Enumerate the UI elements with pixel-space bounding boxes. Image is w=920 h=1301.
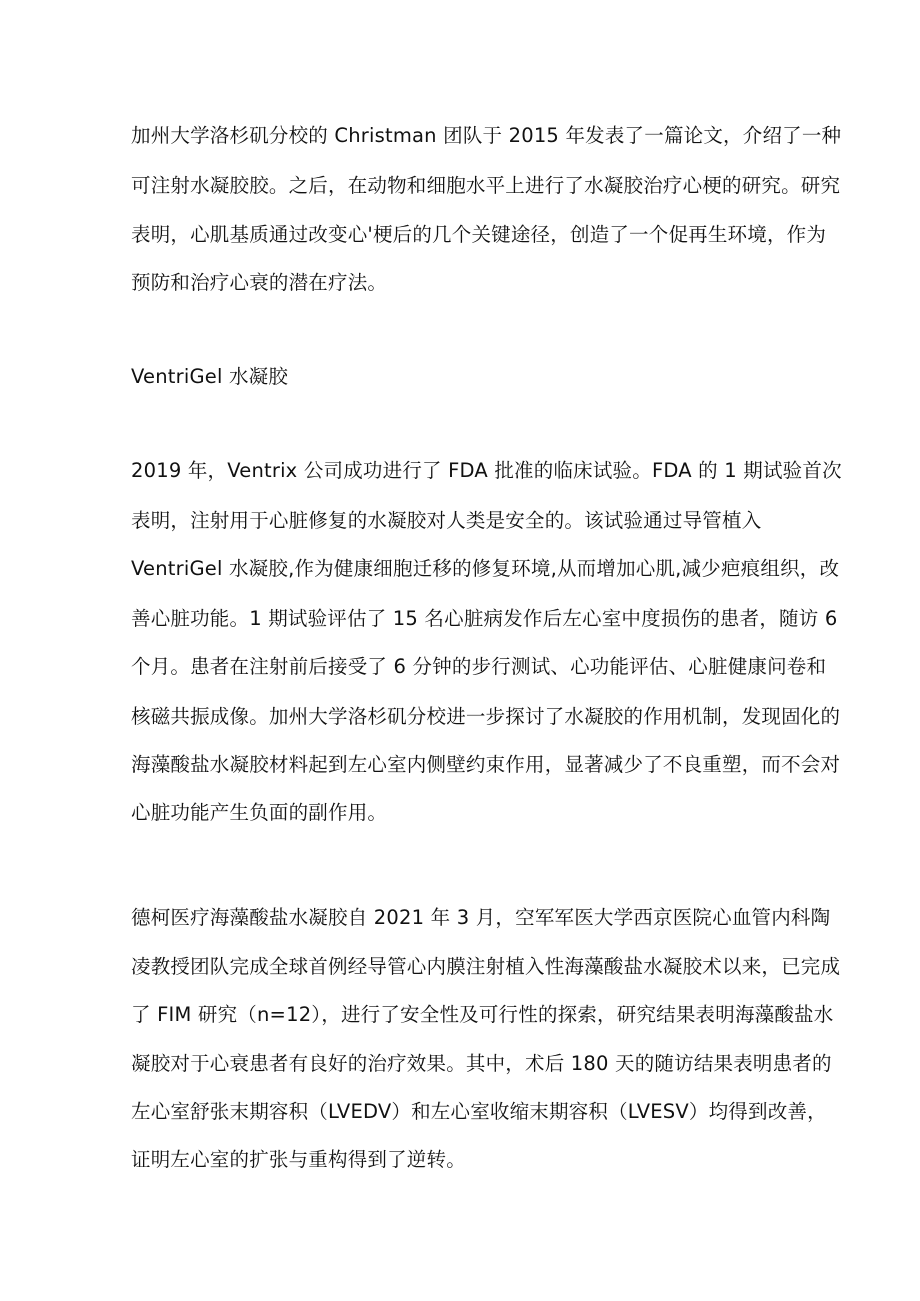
paragraph-3-line-4: 凝胶对于心衰患者有良好的治疗效果。其中，术后 180 天的随访结果表明患者的 — [131, 1052, 832, 1075]
paragraph-2-line-5: 个月。患者在注射前后接受了 6 分钟的步行测试、心功能评估、心脏健康问卷和 — [131, 655, 827, 678]
paragraph-3-line-3: 了 FIM 研究（n=12），进行了安全性及可行性的探索，研究结果表明海藻酸盐水 — [131, 1003, 834, 1026]
paragraph-1-line-1: 加州大学洛杉矶分校的 Christman 团队于 2015 年发表了一篇论文，介绍了一种 — [131, 124, 842, 147]
paragraph-1-line-3: 表明，心肌基质通过改变心'梗后的几个关键途径，创造了一个促再生环境，作为 — [131, 223, 827, 246]
paragraph-2-line-3: VentriGel 水凝胶,作为健康细胞迁移的修复环境,从而增加心肌,减少疤痕组织，改 — [131, 557, 840, 580]
paragraph-3-line-1: 德柯医疗海藻酸盐水凝胶自 2021 年 3 月，空军军医大学西京医院心血管内科陶 — [131, 906, 831, 929]
paragraph-3-line-6: 证明左心室的扩张与重构得到了逆转。 — [131, 1148, 466, 1171]
paragraph-1-line-2: 可注射水凝胶胶。之后，在动物和细胞水平上进行了水凝胶治疗心梗的研究。研究 — [131, 174, 841, 197]
paragraph-2-line-4: 善心脏功能。1 期试验评估了 15 名心脏病发作后左心室中度损伤的患者，随访 6 — [131, 607, 838, 630]
paragraph-1-line-4: 预防和治疗心衰的潜在疗法。 — [131, 271, 388, 294]
paragraph-2-line-6: 核磁共振成像。加州大学洛杉矶分校进一步探讨了水凝胶的作用机制，发现固化的 — [131, 705, 841, 728]
paragraph-2-line-1: 2019 年，Ventrix 公司成功进行了 FDA 批准的临床试验。FDA 的 1 期试验首次 — [131, 459, 842, 482]
paragraph-2-line-7: 海藻酸盐水凝胶材料起到左心室内侧壁约束作用，显著减少了不良重塑，而不会对 — [131, 753, 841, 776]
paragraph-3-line-5: 左心室舒张末期容积（LVEDV）和左心室收缩末期容积（LVESV）均得到改善， — [131, 1100, 827, 1123]
section-heading: VentriGel 水凝胶 — [131, 365, 289, 388]
paragraph-3-line-2: 凌教授团队完成全球首例经导管心内膜注射植入性海藻酸盐水凝胶术以来，已完成 — [131, 955, 841, 978]
paragraph-2-line-8: 心脏功能产生负面的副作用。 — [131, 801, 388, 824]
paragraph-2-line-2: 表明，注射用于心脏修复的水凝胶对人类是安全的。该试验通过导管植入 — [131, 509, 762, 532]
